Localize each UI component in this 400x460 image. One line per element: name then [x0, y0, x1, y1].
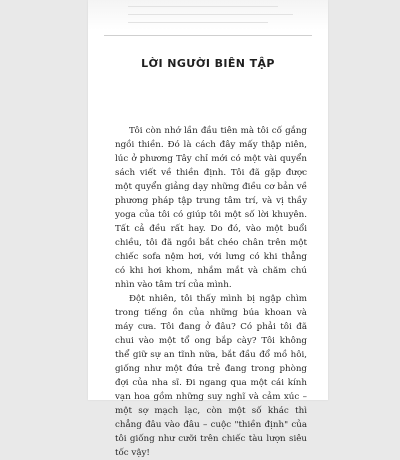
page-title: LỜI NGƯỜI BIÊN TẬP [141, 57, 275, 70]
body-text [115, 124, 307, 460]
header-rule [104, 35, 312, 36]
book-page [88, 0, 328, 458]
paragraph: Tôi còn nhớ lần đầu tiên mà tôi cố gắng ngồi thiền. Đó là cách đây mấy thập niên, lúc ở phương Tây chỉ mới có một vài quyển sách viết về thiền định. Tôi đã gặp được một quyển giảng dạy những điều cơ bản về phương pháp tập trung tâm trí, và vị thầy yoga của tôi có giúp tôi một số lời khuyên. Tất cả đều rất hay. Do đó, vào một buổi chiều, tôi đã ngồi bắt chéo chân trên một chiếc sofa nệm hơi, với lưng có khi thẳng có khi hơi khom, nhắm mắt và chăm chú nhìn vào tâm trí của mình. [115, 126, 307, 290]
show-through-line [128, 6, 278, 7]
show-through-line [128, 22, 268, 23]
show-through-line [128, 14, 293, 15]
show-through-area [88, 0, 328, 30]
paragraph: Đột nhiên, tôi thấy mình bị ngập chìm trong tiếng ồn của những búa khoan và máy cưa. Tôi đang ở đâu? Có phải tôi đã chui vào một tổ ong bắp cày? Tôi không thể giữ sự an tĩnh nữa, bắt đầu đổ mồ hôi, giống như một đứa trẻ đang trong phòng đợi của nha sĩ. Đi ngang qua một cái kính vạn hoa gồm những suy nghĩ và cảm xúc – một sợ mạch lạc, còn một số khác thì chẳng đâu vào đâu – cuộc "thiền định" của tôi giống như cưỡi trên chiếc tàu lượn siêu tốc vậy! [115, 294, 307, 458]
